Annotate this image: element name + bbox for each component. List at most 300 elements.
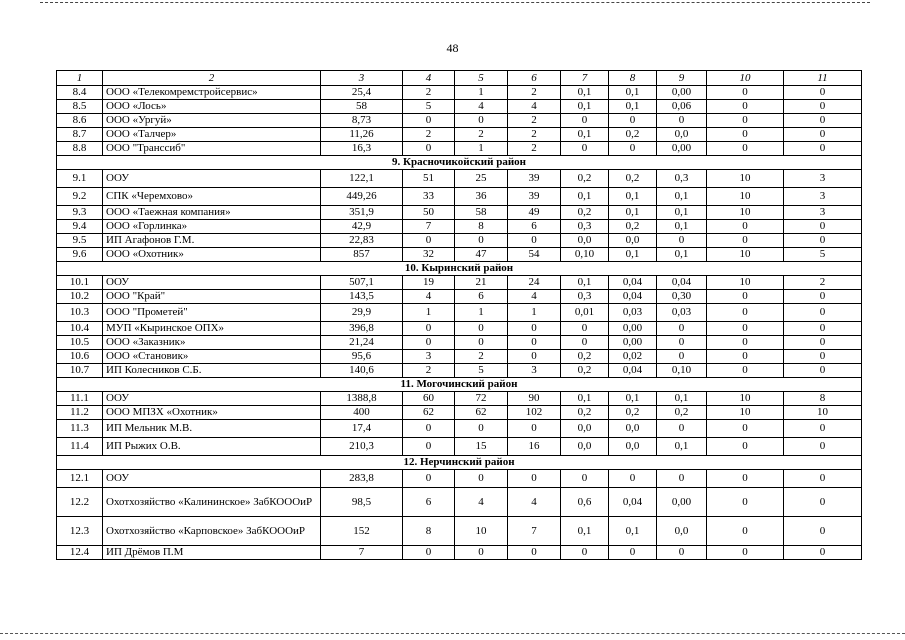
table-cell: 32 <box>403 248 455 262</box>
table-row <box>57 322 862 336</box>
table-cell: 0 <box>784 438 862 456</box>
table-cell: 4 <box>508 100 561 114</box>
org-name-cell: ООО "Транссиб" <box>103 142 321 156</box>
table-cell: 0 <box>784 364 862 378</box>
table-cell: 0 <box>609 470 657 488</box>
table-cell: 7 <box>403 220 455 234</box>
table-cell: 0 <box>707 350 784 364</box>
org-name-cell: ООО "Край" <box>103 290 321 304</box>
table-cell: 2 <box>508 86 561 100</box>
table-cell: 2 <box>784 276 862 290</box>
table-cell: 0 <box>707 100 784 114</box>
table-cell: 12.2 <box>57 488 103 517</box>
table-cell: 0 <box>455 234 508 248</box>
table-cell: 7 <box>561 71 609 86</box>
table-cell: 10 <box>707 276 784 290</box>
table-cell: 0,2 <box>609 406 657 420</box>
table-cell: 0,1 <box>609 100 657 114</box>
table-cell: 3 <box>403 350 455 364</box>
table-row <box>57 128 862 142</box>
table-cell: 0,06 <box>657 100 707 114</box>
table-cell: 0,2 <box>609 128 657 142</box>
table-cell: 0 <box>707 322 784 336</box>
org-name-cell: ООУ <box>103 392 321 406</box>
table-row <box>57 276 862 290</box>
table-cell: 0 <box>707 488 784 517</box>
table-cell: 1388,8 <box>321 392 403 406</box>
table-row <box>57 336 862 350</box>
table-cell: 0 <box>784 304 862 322</box>
table-cell: 72 <box>455 392 508 406</box>
district-header-row <box>57 262 862 276</box>
table-row <box>57 188 862 206</box>
table-cell: 58 <box>321 100 403 114</box>
table-cell: 0 <box>561 114 609 128</box>
org-name-cell: ООО «Таежная компания» <box>103 206 321 220</box>
table-cell: 0 <box>403 322 455 336</box>
table-cell: 0 <box>657 546 707 560</box>
org-name-cell: ИП Агафонов Г.М. <box>103 234 321 248</box>
table-row <box>57 206 862 220</box>
table-row <box>57 364 862 378</box>
table-cell: 10 <box>707 188 784 206</box>
org-name-cell: ООУ <box>103 170 321 188</box>
table-row <box>57 248 862 262</box>
table-cell: 0,10 <box>561 248 609 262</box>
table-row <box>57 142 862 156</box>
table-cell: 0 <box>403 470 455 488</box>
table-cell: 7 <box>508 517 561 546</box>
table-cell: 6 <box>508 220 561 234</box>
table-cell: 351,9 <box>321 206 403 220</box>
org-name-cell: ООО "Прометей" <box>103 304 321 322</box>
data-table <box>56 70 862 560</box>
table-cell: 12.1 <box>57 470 103 488</box>
table-cell: 0 <box>784 336 862 350</box>
table-cell: 0,1 <box>561 517 609 546</box>
table-cell: 2 <box>508 128 561 142</box>
table-cell: 9.3 <box>57 206 103 220</box>
table-cell: 11,26 <box>321 128 403 142</box>
table-cell: 36 <box>455 188 508 206</box>
table-cell: 6 <box>508 71 561 86</box>
table-cell: 0,1 <box>609 86 657 100</box>
table-cell: 0 <box>403 546 455 560</box>
table-cell: 0,1 <box>609 392 657 406</box>
table-cell: 0 <box>657 114 707 128</box>
table-row <box>57 290 862 304</box>
table-row <box>57 114 862 128</box>
table-cell: 0 <box>784 350 862 364</box>
table-cell: 10 <box>707 392 784 406</box>
page-number: 48 <box>446 41 459 55</box>
table-cell: 10 <box>707 248 784 262</box>
table-cell: 0,3 <box>561 220 609 234</box>
table-cell: 857 <box>321 248 403 262</box>
table-cell: 400 <box>321 406 403 420</box>
table-cell: 8.4 <box>57 86 103 100</box>
table-cell: 0 <box>657 322 707 336</box>
table-cell: 0 <box>455 470 508 488</box>
table-cell: 0,2 <box>561 364 609 378</box>
table-cell: 0 <box>508 234 561 248</box>
table-cell: 11.3 <box>57 420 103 438</box>
table-cell: 0 <box>657 336 707 350</box>
org-name-cell: ООО «Охотник» <box>103 248 321 262</box>
table-cell: 0 <box>508 336 561 350</box>
table-cell: 0,2 <box>609 220 657 234</box>
table-cell: 4 <box>455 100 508 114</box>
table-cell: 0 <box>707 546 784 560</box>
table-cell: 51 <box>403 170 455 188</box>
table-cell: 10.5 <box>57 336 103 350</box>
column-number-header <box>57 71 862 86</box>
table-cell: 3 <box>784 170 862 188</box>
table-cell: 0,04 <box>657 276 707 290</box>
table-cell: 0 <box>784 322 862 336</box>
table-row <box>57 517 862 546</box>
table-cell: 39 <box>508 170 561 188</box>
table-cell: 0 <box>455 420 508 438</box>
table-cell: 0,1 <box>609 517 657 546</box>
table-cell: 0,02 <box>609 350 657 364</box>
district-title: 11. Могочинский район <box>57 378 862 392</box>
table-cell: 0,2 <box>609 170 657 188</box>
table-cell: 0,10 <box>657 364 707 378</box>
table-cell: 2 <box>403 128 455 142</box>
table-cell: 24 <box>508 276 561 290</box>
table-cell: 0 <box>707 438 784 456</box>
table-row <box>57 546 862 560</box>
table-cell: 0 <box>561 470 609 488</box>
table-cell: 1 <box>57 71 103 86</box>
table-cell: 11.4 <box>57 438 103 456</box>
table-cell: 0,2 <box>561 406 609 420</box>
table-cell: 0 <box>455 114 508 128</box>
district-header-row <box>57 156 862 170</box>
table-cell: 210,3 <box>321 438 403 456</box>
table-cell: 0,1 <box>609 206 657 220</box>
table-cell: 0 <box>561 336 609 350</box>
table-cell: 0 <box>508 546 561 560</box>
district-title: 12. Нерчинский район <box>57 456 862 470</box>
table-cell: 9.4 <box>57 220 103 234</box>
table-cell: 2 <box>403 86 455 100</box>
table-cell: 9.6 <box>57 248 103 262</box>
table-cell: 0 <box>784 234 862 248</box>
table-cell: 449,26 <box>321 188 403 206</box>
table-cell: 0 <box>707 86 784 100</box>
table-cell: 10.2 <box>57 290 103 304</box>
district-title: 9. Красночикойский район <box>57 156 862 170</box>
table-cell: 60 <box>403 392 455 406</box>
table-cell: 0 <box>707 114 784 128</box>
table-cell: 0,1 <box>561 86 609 100</box>
table-cell: 0 <box>784 470 862 488</box>
district-title: 10. Кыринский район <box>57 262 862 276</box>
table-row <box>57 86 862 100</box>
table-cell: 0 <box>784 86 862 100</box>
table-cell: 0,1 <box>657 392 707 406</box>
table-cell: 8 <box>609 71 657 86</box>
table-cell: 0 <box>455 546 508 560</box>
table-cell: 11 <box>784 71 862 86</box>
table-cell: 0 <box>784 488 862 517</box>
table-cell: 25,4 <box>321 86 403 100</box>
org-name-cell: ООО «Заказник» <box>103 336 321 350</box>
table-cell: 0 <box>784 290 862 304</box>
table-cell: 0 <box>707 420 784 438</box>
table-cell: 17,4 <box>321 420 403 438</box>
table-cell: 0 <box>609 546 657 560</box>
table-cell: 140,6 <box>321 364 403 378</box>
table-cell: 0 <box>403 234 455 248</box>
table-row <box>57 220 862 234</box>
table-cell: 25 <box>455 170 508 188</box>
table-row <box>57 420 862 438</box>
table-cell: 15 <box>455 438 508 456</box>
table-cell: 0 <box>657 470 707 488</box>
table-cell: 0 <box>508 322 561 336</box>
table-cell: 1 <box>455 86 508 100</box>
table-cell: 47 <box>455 248 508 262</box>
table-cell: 283,8 <box>321 470 403 488</box>
table-cell: 0,00 <box>657 488 707 517</box>
table-cell: 12.4 <box>57 546 103 560</box>
table-cell: 0 <box>707 304 784 322</box>
table-cell: 19 <box>403 276 455 290</box>
org-name-cell: МУП «Кыринское ОПХ» <box>103 322 321 336</box>
top-scan-edge <box>40 2 870 3</box>
table-cell: 0 <box>784 142 862 156</box>
table-cell: 0,1 <box>657 188 707 206</box>
table-row <box>57 488 862 517</box>
table-cell: 0,00 <box>657 142 707 156</box>
table-cell: 0,1 <box>609 248 657 262</box>
table-cell: 9.1 <box>57 170 103 188</box>
table-cell: 95,6 <box>321 350 403 364</box>
table-cell: 0 <box>403 420 455 438</box>
table-cell: 0 <box>561 142 609 156</box>
table-cell: 10 <box>707 206 784 220</box>
table-cell: 0 <box>508 420 561 438</box>
table-row <box>57 234 862 248</box>
table-cell: 152 <box>321 517 403 546</box>
table-cell: 0 <box>707 128 784 142</box>
table-cell: 4 <box>455 488 508 517</box>
table-cell: 10 <box>784 406 862 420</box>
table-cell: 0,0 <box>657 517 707 546</box>
table-cell: 21 <box>455 276 508 290</box>
table-cell: 0 <box>609 114 657 128</box>
table-cell: 62 <box>455 406 508 420</box>
table-cell: 0,3 <box>561 290 609 304</box>
table-cell: 2 <box>508 142 561 156</box>
table-cell: 0 <box>784 546 862 560</box>
table-cell: 8.7 <box>57 128 103 142</box>
table-cell: 4 <box>403 290 455 304</box>
table-cell: 21,24 <box>321 336 403 350</box>
table-cell: 0,0 <box>561 420 609 438</box>
table-cell: 0,00 <box>609 336 657 350</box>
table-cell: 0,01 <box>561 304 609 322</box>
bottom-scan-edge <box>0 633 905 634</box>
table-cell: 0 <box>508 350 561 364</box>
table-cell: 0 <box>707 517 784 546</box>
table-cell: 12.3 <box>57 517 103 546</box>
table-cell: 1 <box>508 304 561 322</box>
table-cell: 507,1 <box>321 276 403 290</box>
table-cell: 10.1 <box>57 276 103 290</box>
table-cell: 3 <box>784 188 862 206</box>
table-cell: 8.5 <box>57 100 103 114</box>
table-cell: 143,5 <box>321 290 403 304</box>
table-cell: 122,1 <box>321 170 403 188</box>
table-cell: 4 <box>508 488 561 517</box>
table-cell: 0,1 <box>561 276 609 290</box>
table-cell: 5 <box>403 100 455 114</box>
table-cell: 3 <box>784 206 862 220</box>
table-cell: 0,0 <box>657 128 707 142</box>
table-cell: 16,3 <box>321 142 403 156</box>
table-cell: 8 <box>455 220 508 234</box>
table-cell: 0 <box>784 128 862 142</box>
table-cell: 58 <box>455 206 508 220</box>
table-cell: 0 <box>508 470 561 488</box>
table-cell: 10 <box>707 406 784 420</box>
table-cell: 9.5 <box>57 234 103 248</box>
table-cell: 0 <box>784 220 862 234</box>
table-cell: 9 <box>657 71 707 86</box>
table-cell: 5 <box>455 364 508 378</box>
table-cell: 0,1 <box>561 188 609 206</box>
table-cell: 50 <box>403 206 455 220</box>
table-cell: 0,3 <box>657 170 707 188</box>
table-row <box>57 304 862 322</box>
org-name-cell: ИП Рыжих О.В. <box>103 438 321 456</box>
table-cell: 0,04 <box>609 290 657 304</box>
table-cell: 2 <box>403 364 455 378</box>
table-cell: 10 <box>707 170 784 188</box>
table-cell: 0 <box>784 420 862 438</box>
table-cell: 0,6 <box>561 488 609 517</box>
table-cell: 0,0 <box>561 438 609 456</box>
org-name-cell: ООО «Горлинка» <box>103 220 321 234</box>
table-cell: 2 <box>508 114 561 128</box>
table-cell: 0,2 <box>561 170 609 188</box>
table-cell: 0,04 <box>609 488 657 517</box>
table-cell: 0 <box>707 234 784 248</box>
org-name-cell: ООО «Телекомремстройсервис» <box>103 86 321 100</box>
org-name-cell: ООУ <box>103 276 321 290</box>
table-cell: 8,73 <box>321 114 403 128</box>
district-header-row <box>57 456 862 470</box>
table-cell: 2 <box>103 71 321 86</box>
org-name-cell: СПК «Черемхово» <box>103 188 321 206</box>
table-cell: 3 <box>508 364 561 378</box>
table-cell: 11.2 <box>57 406 103 420</box>
table-cell: 0 <box>707 290 784 304</box>
table-row <box>57 100 862 114</box>
table-cell: 10.4 <box>57 322 103 336</box>
table-cell: 0 <box>403 438 455 456</box>
district-header-row <box>57 378 862 392</box>
table-cell: 6 <box>455 290 508 304</box>
table-cell: 0,03 <box>657 304 707 322</box>
table-cell: 0,04 <box>609 364 657 378</box>
table-cell: 8 <box>403 517 455 546</box>
table-cell: 0 <box>707 336 784 350</box>
table-cell: 0,1 <box>657 438 707 456</box>
table-cell: 0 <box>609 142 657 156</box>
table-cell: 0 <box>657 234 707 248</box>
table-cell: 0,0 <box>609 438 657 456</box>
table-cell: 0 <box>707 470 784 488</box>
table-cell: 1 <box>403 304 455 322</box>
table-row <box>57 470 862 488</box>
table-cell: 10.6 <box>57 350 103 364</box>
table-cell: 16 <box>508 438 561 456</box>
table-cell: 5 <box>784 248 862 262</box>
table-cell: 0 <box>707 364 784 378</box>
table-cell: 0,2 <box>657 406 707 420</box>
table-cell: 0,0 <box>609 420 657 438</box>
org-name-cell: Охотхозяйство «Калининское» ЗабКОООиР <box>103 488 321 517</box>
table-cell: 6 <box>403 488 455 517</box>
table-row <box>57 392 862 406</box>
table-cell: 0 <box>455 336 508 350</box>
table-cell: 1 <box>455 142 508 156</box>
table-cell: 0 <box>657 350 707 364</box>
table-cell: 0,0 <box>609 234 657 248</box>
table-cell: 0,1 <box>657 248 707 262</box>
table-cell: 2 <box>455 128 508 142</box>
table-row <box>57 406 862 420</box>
table-cell: 0,1 <box>561 128 609 142</box>
table-cell: 0 <box>707 142 784 156</box>
table-cell: 10.7 <box>57 364 103 378</box>
org-name-cell: ИП Колесников С.Б. <box>103 364 321 378</box>
table-cell: 0,00 <box>609 322 657 336</box>
table-cell: 10.3 <box>57 304 103 322</box>
table-cell: 49 <box>508 206 561 220</box>
table-cell: 10 <box>707 71 784 86</box>
table-cell: 0,1 <box>657 206 707 220</box>
table-cell: 98,5 <box>321 488 403 517</box>
table-cell: 0,0 <box>561 234 609 248</box>
table-cell: 0 <box>784 114 862 128</box>
table-cell: 42,9 <box>321 220 403 234</box>
table-cell: 8.6 <box>57 114 103 128</box>
table-cell: 39 <box>508 188 561 206</box>
table-cell: 1 <box>455 304 508 322</box>
table-cell: 9.2 <box>57 188 103 206</box>
org-name-cell: ООУ <box>103 470 321 488</box>
table-cell: 0 <box>561 546 609 560</box>
table-cell: 0 <box>707 220 784 234</box>
table-cell: 0,00 <box>657 86 707 100</box>
table-cell: 3 <box>321 71 403 86</box>
org-name-cell: ООО «Талчер» <box>103 128 321 142</box>
table-cell: 4 <box>508 290 561 304</box>
table-cell: 0,04 <box>609 276 657 290</box>
table-cell: 11.1 <box>57 392 103 406</box>
table-cell: 0 <box>403 336 455 350</box>
table-cell: 0 <box>403 114 455 128</box>
table-cell: 0 <box>657 420 707 438</box>
table-cell: 396,8 <box>321 322 403 336</box>
table-cell: 90 <box>508 392 561 406</box>
